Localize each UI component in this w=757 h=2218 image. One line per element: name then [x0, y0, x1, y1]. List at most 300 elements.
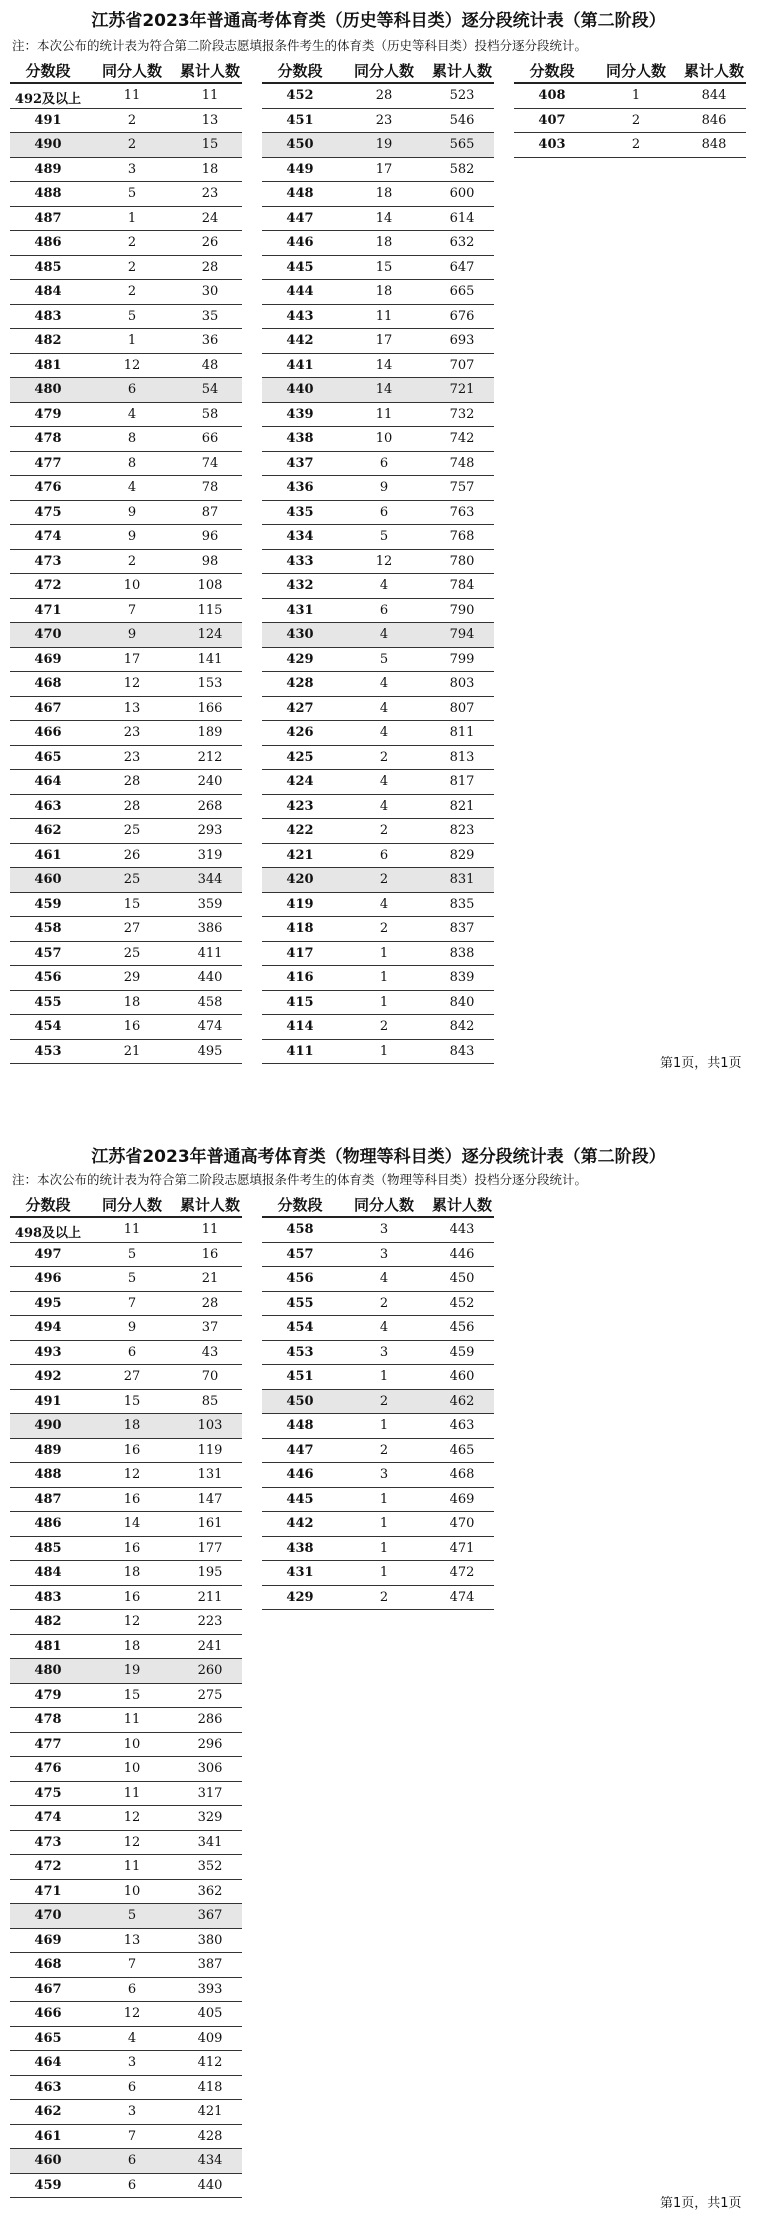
- cumulative-cell: 124: [197, 627, 223, 642]
- count-cell: 8: [127, 455, 137, 471]
- cumulative-cell: 223: [197, 1614, 223, 1629]
- score-cell: 461: [34, 847, 62, 863]
- cumulative-cell: 367: [197, 1908, 223, 1923]
- score-cell: 477: [34, 1736, 62, 1752]
- score-cell: 438: [286, 1540, 314, 1556]
- count-cell: 14: [123, 1516, 141, 1531]
- cumulative-cell: 387: [197, 1957, 223, 1972]
- score-cell: 419: [286, 896, 314, 912]
- table-row: [10, 256, 242, 281]
- score-cell: 429: [286, 1589, 314, 1605]
- score-cell: 451: [286, 1369, 314, 1384]
- table-row: [10, 1537, 242, 1562]
- table-row: [10, 182, 242, 207]
- count-cell: 2: [379, 1589, 389, 1605]
- count-cell: 15: [123, 1393, 141, 1409]
- score-cell: 411: [286, 1043, 314, 1059]
- table-row: [10, 452, 242, 477]
- table-row: [10, 648, 242, 673]
- score-cell: 451: [286, 112, 314, 128]
- table-row: [10, 158, 242, 183]
- score-cell: 465: [34, 2030, 62, 2046]
- cumulative-cell: 823: [449, 823, 475, 838]
- score-cell: 423: [286, 798, 314, 814]
- count-cell: 6: [127, 2153, 137, 2168]
- score-cell: 480: [34, 1663, 62, 1678]
- count-cell: 2: [379, 921, 389, 936]
- physics-section: [0, 1120, 757, 2218]
- score-cell: 470: [34, 1908, 62, 1923]
- cumulative-cell: 30: [201, 284, 219, 299]
- cumulative-cell: 803: [449, 676, 475, 691]
- table-row: [10, 966, 242, 991]
- score-cell: 476: [34, 480, 62, 495]
- cumulative-cell: 141: [197, 651, 223, 667]
- count-cell: 6: [127, 2177, 137, 2193]
- table-row: [10, 2002, 242, 2027]
- table-row: [10, 1341, 242, 1366]
- table-row: [262, 231, 494, 256]
- cumulative-cell: 66: [201, 431, 219, 446]
- count-cell: 2: [379, 1295, 389, 1311]
- count-cell: 15: [123, 896, 141, 912]
- table-row: [262, 550, 494, 575]
- cumulative-cell: 768: [449, 529, 475, 544]
- score-cell: 463: [34, 798, 62, 814]
- table-row: [10, 1316, 242, 1341]
- column-header: 同分人数: [605, 62, 666, 80]
- cumulative-cell: 742: [449, 431, 475, 446]
- cumulative-cell: 11: [201, 1222, 219, 1237]
- count-cell: 12: [123, 2006, 141, 2021]
- cumulative-cell: 647: [449, 259, 475, 275]
- table-row: [10, 1463, 242, 1488]
- table-row: [262, 574, 494, 599]
- cumulative-cell: 421: [197, 2104, 223, 2119]
- table-row: [262, 1316, 494, 1341]
- table-row: [262, 280, 494, 305]
- history-footer: 第1页，共1页: [660, 1056, 742, 1071]
- table-row: [10, 2051, 242, 2076]
- score-cell: 461: [34, 2128, 62, 2144]
- count-cell: 12: [123, 1810, 141, 1825]
- score-cell: 487: [34, 1491, 62, 1507]
- score-cell: 459: [34, 896, 62, 912]
- count-cell: 16: [123, 1442, 141, 1458]
- score-cell: 439: [286, 406, 314, 422]
- cumulative-cell: 36: [201, 333, 219, 348]
- count-cell: 29: [123, 970, 141, 985]
- count-cell: 2: [379, 872, 389, 887]
- table-row: [10, 1488, 242, 1513]
- cumulative-cell: 807: [449, 700, 475, 716]
- table-row: [262, 648, 494, 673]
- table-row: [10, 109, 242, 134]
- score-cell: 431: [286, 602, 314, 618]
- count-cell: 2: [379, 749, 389, 765]
- table-row: [10, 1390, 242, 1415]
- column-header: 分数段: [277, 62, 323, 80]
- table-row: [10, 1243, 242, 1268]
- table-row: [10, 84, 242, 109]
- cumulative-cell: 411: [197, 945, 223, 961]
- count-cell: 18: [123, 1638, 141, 1654]
- score-cell: 450: [286, 1393, 314, 1409]
- table-row: [262, 133, 494, 158]
- cumulative-cell: 296: [197, 1736, 223, 1752]
- table-row: [10, 1684, 242, 1709]
- score-cell: 438: [286, 431, 314, 446]
- score-cell: 453: [286, 1344, 314, 1360]
- table-row: [262, 403, 494, 428]
- cumulative-cell: 665: [449, 284, 475, 299]
- count-cell: 18: [123, 1418, 141, 1433]
- score-cell: 484: [34, 1565, 62, 1580]
- table-row: [262, 1512, 494, 1537]
- cumulative-cell: 16: [201, 1246, 219, 1262]
- score-cell: 435: [286, 504, 314, 520]
- table-row: [10, 1782, 242, 1807]
- count-cell: 11: [123, 1712, 141, 1727]
- cumulative-cell: 317: [197, 1785, 223, 1801]
- cumulative-cell: 794: [449, 627, 475, 642]
- count-cell: 19: [123, 1663, 141, 1678]
- count-cell: 7: [127, 1295, 137, 1311]
- cumulative-cell: 329: [197, 1810, 223, 1825]
- count-cell: 18: [123, 994, 141, 1010]
- score-cell: 440: [286, 382, 314, 397]
- physics-col-2: [262, 1192, 494, 1610]
- score-cell: 486: [34, 1516, 62, 1531]
- table-row: [10, 1806, 242, 1831]
- column-header: 累计人数: [683, 62, 744, 80]
- count-cell: 4: [379, 725, 389, 740]
- history-col-3: [514, 58, 746, 158]
- table-row: [10, 1561, 242, 1586]
- table-row: [10, 1978, 242, 2003]
- score-cell: 487: [34, 210, 62, 226]
- score-cell: 424: [286, 774, 314, 789]
- cumulative-cell: 676: [449, 308, 475, 324]
- cumulative-cell: 450: [449, 1271, 475, 1286]
- table-row: [10, 207, 242, 232]
- count-cell: 6: [379, 847, 389, 863]
- count-cell: 12: [375, 553, 393, 569]
- table-row: [10, 1292, 242, 1317]
- count-cell: 9: [127, 1320, 137, 1335]
- table-row: [10, 1040, 242, 1065]
- history-section: [0, 0, 757, 1075]
- table-row: [514, 133, 746, 158]
- table-row: [262, 1341, 494, 1366]
- column-header: 累计人数: [179, 1196, 240, 1214]
- score-cell: 478: [34, 1712, 62, 1727]
- count-cell: 9: [127, 627, 137, 642]
- count-cell: 23: [123, 725, 141, 740]
- table-row: [10, 1015, 242, 1040]
- column-header: 分数段: [529, 62, 575, 80]
- count-cell: 3: [379, 1246, 389, 1262]
- count-cell: 28: [375, 88, 393, 103]
- score-cell: 462: [34, 823, 62, 838]
- score-cell: 442: [286, 1516, 314, 1531]
- count-cell: 1: [379, 1565, 389, 1580]
- cumulative-cell: 48: [201, 357, 219, 373]
- count-cell: 4: [379, 774, 389, 789]
- score-cell: 472: [34, 1859, 62, 1874]
- cumulative-cell: 241: [197, 1638, 223, 1654]
- cumulative-cell: 26: [201, 235, 219, 250]
- table-row: [10, 403, 242, 428]
- cumulative-cell: 495: [197, 1043, 223, 1059]
- cumulative-cell: 85: [201, 1393, 219, 1409]
- count-cell: 27: [123, 921, 141, 936]
- count-cell: 9: [127, 504, 137, 520]
- count-cell: 10: [123, 578, 141, 593]
- table-row: [10, 1659, 242, 1684]
- table-row: [262, 84, 494, 109]
- count-cell: 14: [375, 210, 393, 226]
- score-cell: 480: [34, 382, 62, 397]
- cumulative-cell: 763: [449, 504, 475, 520]
- count-cell: 3: [127, 2104, 137, 2119]
- count-cell: 2: [127, 235, 137, 250]
- table-row: [262, 476, 494, 501]
- cumulative-cell: 440: [197, 2177, 223, 2193]
- table-row: [262, 501, 494, 526]
- score-cell: 473: [34, 1834, 62, 1850]
- table-row: [262, 1414, 494, 1439]
- table-header: [262, 58, 494, 84]
- table-row: [262, 1365, 494, 1390]
- count-cell: 3: [379, 1222, 389, 1237]
- cumulative-cell: 362: [197, 1883, 223, 1899]
- score-cell: 434: [286, 529, 314, 544]
- count-cell: 3: [127, 2055, 137, 2070]
- table-row: [262, 305, 494, 330]
- table-row: [262, 1463, 494, 1488]
- score-cell: 477: [34, 455, 62, 471]
- score-cell: 482: [34, 1614, 62, 1629]
- table-row: [262, 697, 494, 722]
- score-cell: 475: [34, 1785, 62, 1801]
- score-cell: 452: [286, 88, 314, 103]
- table-row: [10, 2100, 242, 2125]
- score-cell: 420: [286, 872, 314, 887]
- count-cell: 15: [375, 259, 393, 275]
- table-row: [262, 991, 494, 1016]
- score-cell: 436: [286, 480, 314, 495]
- cumulative-cell: 614: [449, 210, 475, 226]
- table-row: [514, 84, 746, 109]
- table-row: [262, 1537, 494, 1562]
- cumulative-cell: 835: [449, 896, 475, 912]
- cumulative-cell: 821: [449, 798, 475, 814]
- table-row: [262, 452, 494, 477]
- score-cell: 454: [286, 1320, 314, 1335]
- score-cell: 433: [286, 553, 314, 569]
- table-row: [262, 354, 494, 379]
- cumulative-cell: 838: [449, 945, 475, 961]
- count-cell: 2: [379, 1442, 389, 1458]
- score-cell: 493: [34, 1344, 62, 1360]
- cumulative-cell: 409: [197, 2030, 223, 2046]
- score-cell: 471: [34, 1883, 62, 1899]
- score-cell: 445: [286, 259, 314, 275]
- count-cell: 4: [127, 480, 137, 495]
- cumulative-cell: 440: [197, 970, 223, 985]
- score-cell: 446: [286, 235, 314, 250]
- score-cell: 407: [538, 112, 566, 128]
- score-cell: 450: [286, 137, 314, 152]
- score-cell: 485: [34, 259, 62, 275]
- cumulative-cell: 632: [449, 235, 475, 250]
- cumulative-cell: 240: [197, 774, 223, 789]
- score-cell: 428: [286, 676, 314, 691]
- count-cell: 3: [379, 1344, 389, 1360]
- table-row: [262, 207, 494, 232]
- score-cell: 422: [286, 823, 314, 838]
- table-row: [10, 305, 242, 330]
- count-cell: 4: [127, 2030, 137, 2046]
- count-cell: 2: [379, 1393, 389, 1409]
- score-cell: 494: [34, 1320, 62, 1335]
- table-row: [10, 942, 242, 967]
- count-cell: 4: [379, 896, 389, 912]
- physics-title: 江苏省2023年普通高考体育类（物理等科目类）逐分段统计表（第二阶段）: [91, 1147, 666, 1167]
- table-row: [10, 1757, 242, 1782]
- cumulative-cell: 428: [197, 2128, 223, 2144]
- score-cell: 489: [34, 1442, 62, 1458]
- cumulative-cell: 352: [197, 1859, 223, 1874]
- cumulative-cell: 28: [201, 259, 219, 275]
- table-row: [10, 280, 242, 305]
- cumulative-cell: 341: [197, 1834, 223, 1850]
- score-cell: 488: [34, 186, 62, 201]
- count-cell: 4: [379, 700, 389, 716]
- table-row: [10, 550, 242, 575]
- score-cell: 484: [34, 284, 62, 299]
- cumulative-cell: 306: [197, 1761, 223, 1776]
- table-row: [262, 746, 494, 771]
- score-cell: 455: [34, 994, 62, 1010]
- count-cell: 2: [127, 137, 137, 152]
- cumulative-cell: 15: [201, 137, 219, 152]
- score-cell: 474: [34, 529, 62, 544]
- cumulative-cell: 35: [201, 308, 219, 324]
- count-cell: 19: [375, 137, 393, 152]
- cumulative-cell: 471: [449, 1540, 475, 1556]
- count-cell: 5: [127, 1908, 137, 1923]
- score-cell: 458: [34, 921, 62, 936]
- table-row: [10, 770, 242, 795]
- cumulative-cell: 848: [701, 137, 727, 152]
- cumulative-cell: 842: [449, 1019, 475, 1034]
- cumulative-cell: 87: [201, 504, 219, 520]
- cumulative-cell: 462: [449, 1393, 475, 1409]
- cumulative-cell: 811: [449, 725, 475, 740]
- cumulative-cell: 780: [449, 553, 475, 569]
- score-cell: 448: [286, 186, 314, 201]
- count-cell: 1: [379, 1491, 389, 1507]
- table-row: [262, 427, 494, 452]
- count-cell: 4: [379, 1320, 389, 1335]
- table-row: [10, 2125, 242, 2150]
- score-cell: 456: [286, 1271, 314, 1286]
- cumulative-cell: 799: [449, 651, 475, 667]
- cumulative-cell: 24: [201, 210, 219, 226]
- score-cell: 490: [34, 137, 62, 152]
- score-cell: 429: [286, 651, 314, 667]
- column-header: 累计人数: [431, 62, 492, 80]
- score-cell: 425: [286, 749, 314, 765]
- score-cell: 460: [34, 2153, 62, 2168]
- count-cell: 17: [375, 333, 393, 348]
- count-cell: 9: [379, 480, 389, 495]
- table-row: [262, 599, 494, 624]
- cumulative-cell: 43: [201, 1344, 219, 1360]
- score-cell: 485: [34, 1540, 62, 1556]
- score-cell: 431: [286, 1565, 314, 1580]
- cumulative-cell: 344: [197, 872, 223, 887]
- table-row: [10, 133, 242, 158]
- count-cell: 3: [127, 161, 137, 177]
- count-cell: 12: [123, 676, 141, 691]
- count-cell: 2: [631, 112, 641, 128]
- cumulative-cell: 13: [201, 112, 219, 128]
- score-cell: 460: [34, 872, 62, 887]
- cumulative-cell: 189: [197, 725, 223, 740]
- table-row: [10, 1855, 242, 1880]
- cumulative-cell: 54: [201, 382, 219, 397]
- count-cell: 1: [127, 210, 137, 226]
- score-cell: 496: [34, 1271, 62, 1286]
- score-cell: 492: [34, 1369, 62, 1384]
- score-cell: 449: [286, 161, 314, 177]
- count-cell: 6: [127, 382, 137, 397]
- table-row: [262, 1561, 494, 1586]
- score-cell: 489: [34, 161, 62, 177]
- column-header: 分数段: [25, 62, 71, 80]
- count-cell: 13: [123, 700, 141, 716]
- table-row: [10, 231, 242, 256]
- cumulative-cell: 286: [197, 1712, 223, 1727]
- count-cell: 1: [379, 1369, 389, 1384]
- count-cell: 28: [123, 798, 141, 814]
- table-row: [10, 2149, 242, 2174]
- score-cell: 456: [34, 970, 62, 985]
- cumulative-cell: 319: [197, 847, 223, 863]
- score-cell: 474: [34, 1810, 62, 1825]
- score-cell: 432: [286, 578, 314, 593]
- cumulative-cell: 443: [449, 1222, 475, 1237]
- count-cell: 6: [127, 2079, 137, 2095]
- cumulative-cell: 21: [201, 1271, 219, 1286]
- count-cell: 17: [123, 651, 141, 667]
- score-cell: 444: [286, 284, 314, 299]
- score-cell: 446: [286, 1467, 314, 1482]
- cumulative-cell: 837: [449, 921, 475, 936]
- table-row: [262, 1488, 494, 1513]
- count-cell: 2: [127, 553, 137, 569]
- count-cell: 1: [379, 1540, 389, 1556]
- table-row: [262, 182, 494, 207]
- cumulative-cell: 565: [449, 137, 475, 152]
- table-row: [10, 501, 242, 526]
- table-row: [262, 1292, 494, 1317]
- cumulative-cell: 212: [197, 749, 223, 765]
- cumulative-cell: 721: [449, 382, 475, 397]
